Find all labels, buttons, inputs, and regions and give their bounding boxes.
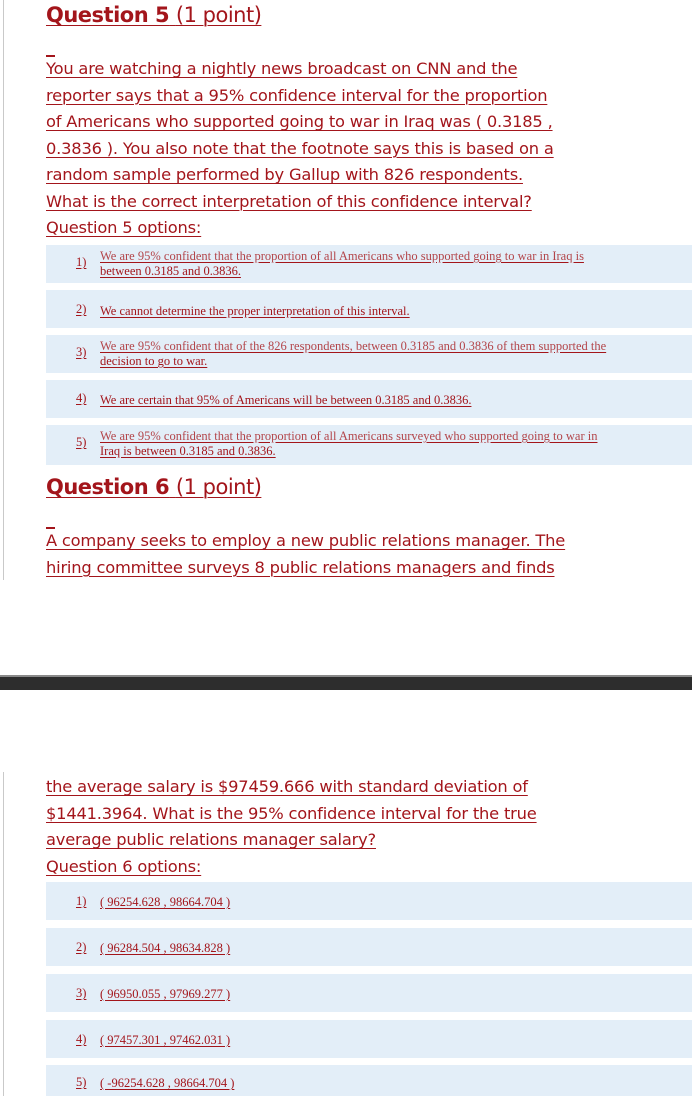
q5-option-1-line-1: We are 95% confident that the proportion of all Americans who supported going to war in Iraq is [100, 249, 584, 263]
q5-option-5-number: 5) [76, 435, 87, 449]
q6-option-5-value: ( -96254.628 , 98664.704 ) [100, 1076, 235, 1090]
question-6-title [46, 474, 261, 500]
q5-option-2[interactable] [46, 290, 692, 328]
q6-option-5-number: 5) [76, 1075, 87, 1089]
q6-option-3[interactable] [46, 974, 692, 1012]
q6-option-4-value: ( 97457.301 , 97462.031 ) [100, 1033, 231, 1047]
q6-option-5[interactable] [46, 1065, 692, 1096]
page-border-bottom [3, 772, 4, 1096]
q6-line-1: A company seeks to employ a new public relations manager. The [46, 531, 566, 550]
q6-option-1-number: 1) [76, 894, 87, 908]
q5-option-1-line-2: between 0.3185 and 0.3836. [100, 264, 241, 278]
q5-option-1[interactable] [46, 245, 692, 283]
q6-line-3: the average salary is $97459.666 with standard deviation of [46, 777, 528, 796]
q5-option-5[interactable] [46, 425, 692, 465]
question-5-label: Question 5 [46, 3, 170, 27]
q5-line-3: of Americans who supported going to war in Iraq was ( 0.3185 , [46, 112, 553, 131]
q5-line-5: random sample performed by Gallup with 826 respondents. [46, 165, 523, 184]
page-border-top [3, 0, 4, 580]
q6-option-1-value: ( 96254.628 , 98664.704 ) [100, 895, 231, 909]
question-5-title [46, 2, 261, 28]
question-6-label: Question 6 [46, 475, 170, 499]
screenshot-divider [0, 675, 692, 690]
q5-option-5-line-1: We are 95% confident that the proportion of all Americans surveyed who supported going to war in [100, 429, 598, 443]
q5-line-1: You are watching a nightly news broadcast on CNN and the [46, 59, 518, 78]
q6-option-4[interactable] [46, 1020, 692, 1058]
q5-option-3[interactable] [46, 335, 692, 373]
question-5-options-label: Question 5 options: [46, 218, 202, 237]
q6-line-5: average public relations manager salary? [46, 830, 376, 849]
question-6-text-bottom [46, 774, 656, 854]
q6-line-4: $1441.3964. What is the 95% confidence interval for the true [46, 803, 537, 823]
question-6-options-label: Question 6 options: [46, 857, 202, 876]
q5-option-3-line-1: We are 95% confident that of the 826 respondents, between 0.3185 and 0.3836 of them supported the [100, 339, 607, 353]
q6-line-2: hiring committee surveys 8 public relations managers and finds [46, 557, 555, 577]
question-6-text-top [46, 528, 656, 581]
question-6-points: (1 point) [175, 475, 262, 499]
q5-line-6: What is the correct interpretation of this confidence interval? [46, 191, 532, 211]
q6-option-2-number: 2) [76, 940, 87, 954]
question-5-points: (1 point) [175, 3, 262, 27]
q6-option-1[interactable] [46, 882, 692, 920]
q5-line-2: reporter says that a 95% confidence interval for the proportion [46, 85, 548, 105]
q6-option-4-number: 4) [76, 1032, 87, 1046]
q5-option-5-line-2: Iraq is between 0.3185 and 0.3836. [100, 444, 276, 458]
q6-option-2[interactable] [46, 928, 692, 966]
q5-option-2-number: 2) [76, 302, 87, 316]
q6-option-2-value: ( 96284.504 , 98634.828 ) [100, 941, 231, 955]
q5-option-3-line-2: decision to go to war. [100, 354, 208, 368]
q5-option-4-number: 4) [76, 391, 87, 405]
q6-option-3-value: ( 96950.055 , 97969.277 ) [100, 987, 231, 1001]
q5-line-4: 0.3836 ). You also note that the footnote says this is based on a [46, 138, 554, 158]
q5-option-4[interactable] [46, 380, 692, 418]
q6-option-3-number: 3) [76, 986, 87, 1000]
q5-option-2-line-1: We cannot determine the proper interpretation of this interval. [100, 304, 410, 318]
q5-option-1-number: 1) [76, 255, 87, 269]
q5-option-4-line-1: We are certain that 95% of Americans will be between 0.3185 and 0.3836. [100, 393, 472, 407]
question-5-text [46, 56, 656, 215]
q5-option-3-number: 3) [76, 345, 87, 359]
